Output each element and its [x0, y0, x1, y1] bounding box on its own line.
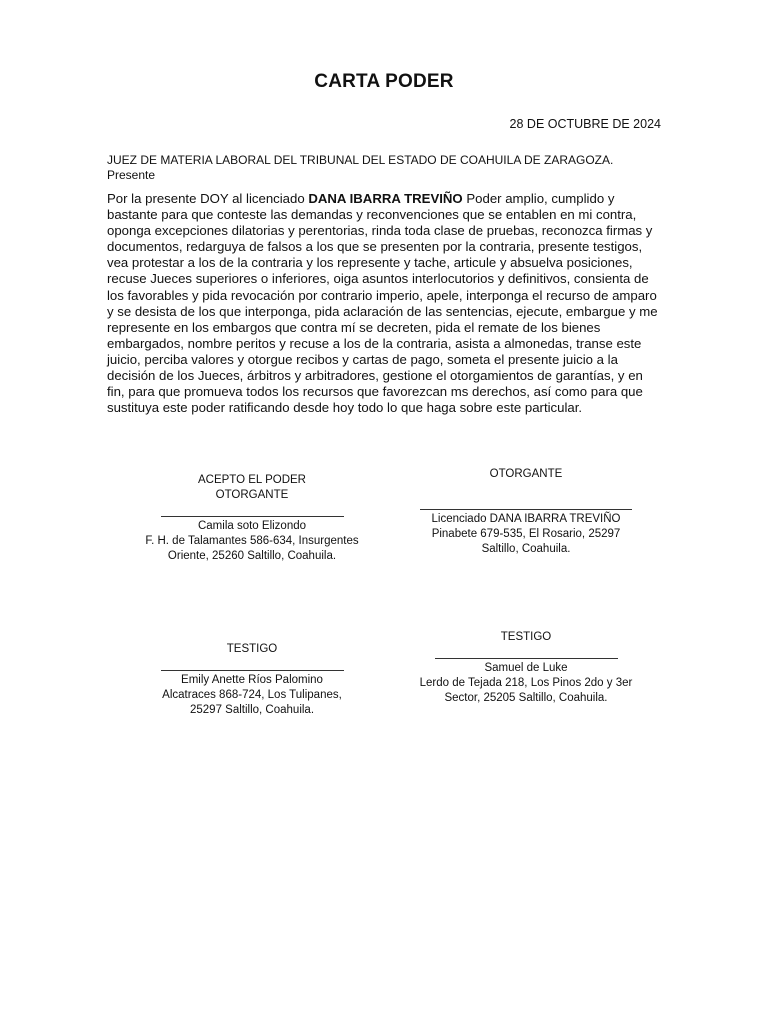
signature-role: OTORGANTE: [215, 489, 289, 501]
signer-name: Emily Anette Ríos Palomino: [181, 674, 323, 686]
signer-address-line: Oriente, 25260 Saltillo, Coahuila.: [167, 550, 337, 562]
signer-name: Samuel de Luke: [484, 662, 568, 674]
attorney-name: DANA IBARRA TREVIÑO: [308, 191, 463, 206]
signature-block-testigo-2: [384, 630, 668, 706]
signature-block-testigo-1: [118, 642, 386, 718]
signature-line: [435, 658, 618, 659]
signature-heading: TESTIGO: [500, 631, 552, 643]
signature-line: [420, 509, 632, 510]
signer-address-line: Pinabete 679-535, El Rosario, 25297: [431, 528, 621, 540]
signer-name: Licenciado DANA IBARRA TREVIÑO: [431, 513, 621, 525]
document-date: 28 DE OCTUBRE DE 2024: [509, 117, 661, 131]
signer-name: Camila soto Elizondo: [197, 520, 307, 532]
signer-address-line: Sector, 25205 Saltillo, Coahuila.: [444, 692, 608, 704]
signer-address-line: Lerdo de Tejada 218, Los Pinos 2do y 3er: [419, 677, 633, 689]
body-text-main: Poder amplio, cumplido y bastante para que conteste las demandas y reconvenciones que se entablen en mi contra, oponga excepciones dilatorias y perentorias, rinda toda clase de pruebas, reconozca firmas y documentos, redarguya de falsos a los que se presenten por la contraria, presente testigos, vea protestar a los de la contraria y los represente y tache, articule y absuelva posiciones, recuse Jueces superiores o inferiores, oiga asuntos interlocutorios y definitivos, consienta de los favorables y pida revocación por contrario imperio, apele, interponga el recurso de amparo y se desista de los que interponga, pida aclaración de las sentencias, ejecute, embargue y me represente en los embargos que contra mí se decreten, pida el remate de los bienes embargados, nombre peritos y recuse a los de la contraria, asista a almonedas, transe este juicio, perciba valores y otorgue recibos y cartas de pago, someta el presente juicio a la decisión de los Jueces, árbitros y arbitradores, gestione el otorgamientos de garantías, y en fin, para que promueva todos los recursos que favorezcan ms derechos, así como para que sustituya este poder ratificando desde hoy todo lo que haga sobre este particular.: [107, 191, 658, 416]
signer-address-line: F. H. de Talamantes 586-634, Insurgentes: [145, 535, 359, 547]
body-text-intro: Por la presente DOY al licenciado: [107, 191, 309, 206]
addressee-line: JUEZ DE MATERIA LABORAL DEL TRIBUNAL DEL ESTADO DE COAHUILA DE ZARAGOZA.: [107, 153, 614, 167]
signature-block-acepto: [118, 473, 386, 564]
signer-address-line: Alcatraces 868-724, Los Tulipanes,: [162, 689, 342, 701]
signature-line: [161, 670, 344, 671]
signature-heading: ACEPTO EL PODER: [197, 474, 306, 486]
signer-address-line: Saltillo, Coahuila.: [481, 543, 571, 555]
addressee-block: [107, 153, 613, 183]
signer-address-line: 25297 Saltillo, Coahuila.: [189, 704, 315, 716]
signature-heading: OTORGANTE: [489, 468, 563, 480]
addressee-presente: Presente: [107, 168, 156, 182]
signature-line: [161, 516, 344, 517]
document-title: CARTA PODER: [314, 71, 454, 92]
signature-block-otorgante: [396, 467, 656, 557]
body-paragraph: [107, 191, 663, 416]
signature-heading: TESTIGO: [226, 643, 278, 655]
